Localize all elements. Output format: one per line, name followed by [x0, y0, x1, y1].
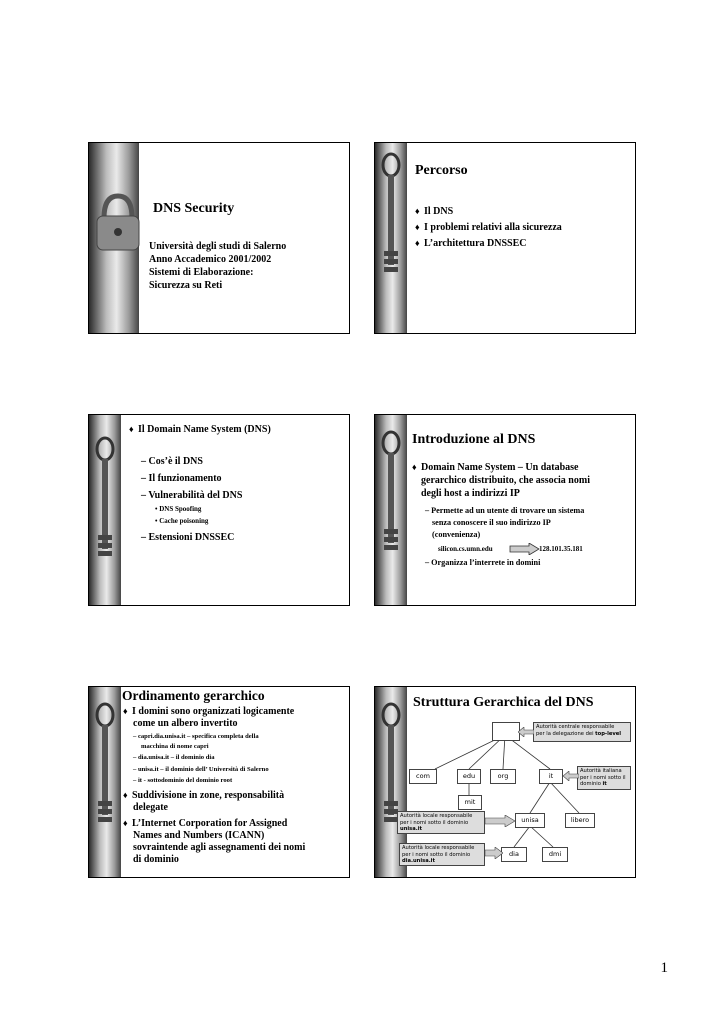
bullet-item-cont: Names and Numbers (ICANN) — [133, 830, 265, 841]
padlock-icon — [92, 188, 142, 268]
node-com: com — [409, 769, 437, 784]
bullet-item: ♦ I domini sono organizzati logicamente — [123, 706, 295, 717]
callout-root-authority: Autorità centrale responsabile per la delegazione dei top-level — [533, 722, 631, 742]
sub-item: – it - sottodominio del dominio root — [133, 777, 233, 784]
bullet-item: ♦ Il DNS — [415, 206, 454, 217]
sub-item: – dia.unisa.it – il dominio dia — [133, 754, 215, 761]
bullet-item: ♦ I problemi relativi alla sicurezza — [415, 222, 562, 233]
node-unisa: unisa — [515, 813, 545, 828]
ip-example: 128.101.35.181 — [539, 545, 583, 553]
bullet-item: ♦ Suddivisione in zone, responsabilità — [123, 790, 285, 801]
arrow-left-icon — [518, 727, 534, 737]
key-icon — [375, 151, 407, 281]
key-image — [89, 687, 121, 877]
bullet-item-cont: come un albero invertito — [133, 718, 238, 729]
list-subitem: • DNS Spoofing — [155, 505, 202, 513]
slide-dns-overview — [88, 414, 350, 606]
callout-it-authority: Autorità italiana per i nomi sotto il dominio it — [577, 766, 631, 790]
node-mit: mit — [458, 795, 482, 810]
key-image — [375, 143, 407, 333]
padlock-image — [89, 143, 139, 333]
list-subitem: • Cache poisoning — [155, 517, 209, 525]
slide-percorso — [374, 142, 636, 334]
sub-item-cont: (convenienza) — [432, 530, 481, 539]
callout-unisa-authority: Autorità locale responsabile per i nomi sotto il dominio unisa.it — [397, 811, 485, 834]
sub-item-cont: macchina di nome capri — [141, 743, 209, 750]
slide-title: Ordinamento gerarchico — [122, 688, 265, 703]
list-item: – Cos’è il DNS — [141, 456, 203, 467]
page-number: 1 — [660, 960, 668, 976]
arrow-right-icon — [509, 543, 541, 555]
key-icon — [89, 435, 121, 565]
dns-root-node — [492, 722, 520, 741]
slide-title: Percorso — [415, 163, 468, 178]
course-line-2: Sicurezza su Reti — [149, 280, 223, 291]
arrow-right-icon — [485, 847, 503, 859]
list-item: – Il funzionamento — [141, 473, 222, 484]
callout-dia-authority: Autorità locale responsabile per i nomi sotto il dominio dia.unisa.it — [399, 843, 485, 866]
list-item: – Vulnerabilità del DNS — [141, 490, 243, 501]
bullet-item-cont: degli host a indirizzi IP — [421, 488, 520, 499]
arrow-left-icon — [563, 771, 579, 781]
slide-title: Introduzione al DNS — [412, 432, 536, 447]
sub-item: – capri.dia.unisa.it – specifica completa della — [133, 733, 259, 740]
arrow-right-icon — [485, 815, 515, 827]
sub-item: – Permette ad un utente di trovare un sistema — [425, 506, 585, 515]
list-item: – Estensioni DNSSEC — [141, 532, 235, 543]
bullet-item: ♦ Domain Name System – Un database — [412, 462, 579, 473]
slide-struttura-gerarchica — [374, 686, 636, 878]
node-org: org — [490, 769, 516, 784]
bullet-item-cont: di dominio — [133, 854, 179, 865]
slide-title: Struttura Gerarchica del DNS — [413, 695, 594, 710]
node-dmi: dmi — [542, 847, 568, 862]
sub-item-cont: senza conoscere il suo indirizzo IP — [432, 518, 551, 527]
sub-item: – Organizza l’interrete in domini — [425, 558, 541, 567]
slide-title: DNS Security — [153, 201, 235, 216]
bullet-item-cont: gerarchico distribuito, che associa nomi — [421, 475, 590, 486]
academic-year-line: Anno Accademico 2001/2002 — [149, 254, 272, 265]
bullet-item: ♦ L’architettura DNSSEC — [415, 238, 527, 249]
university-line: Università degli studi di Salerno — [149, 241, 287, 252]
bullet-item-cont: delegate — [133, 802, 168, 813]
node-edu: edu — [457, 769, 481, 784]
bullet-item: ♦ L’Internet Corporation for Assigned — [123, 818, 288, 829]
sub-item: – unisa.it – il dominio dell’ Università di Salerno — [133, 766, 269, 773]
slide-introduzione-dns — [374, 414, 636, 606]
key-image — [89, 415, 121, 605]
key-image — [375, 415, 407, 605]
key-icon — [375, 429, 407, 559]
hostname-example: silicon.cs.umn.edu — [438, 545, 493, 553]
bullet-item-cont: sovraintende agli assegnamenti dei nomi — [133, 842, 306, 853]
node-it: it — [539, 769, 563, 784]
slide-ordinamento — [88, 686, 350, 878]
bullet-item: ♦ Il Domain Name System (DNS) — [129, 424, 271, 435]
course-line: Sistemi di Elaborazione: — [149, 267, 254, 278]
slide-dns-security — [88, 142, 350, 334]
node-libero: libero — [565, 813, 595, 828]
key-icon — [89, 701, 121, 831]
node-dia: dia — [501, 847, 527, 862]
